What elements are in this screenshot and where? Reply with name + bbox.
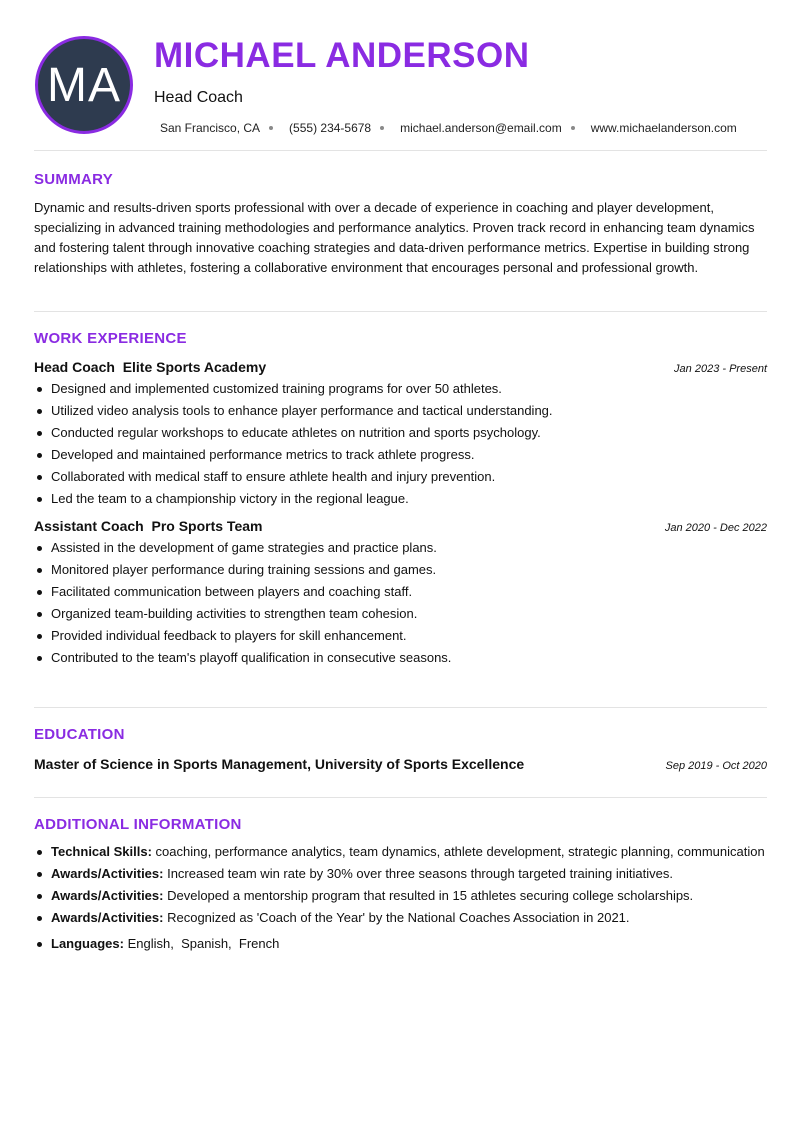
list-item: Utilized video analysis tools to enhance player performance and tactical understanding.: [34, 403, 767, 419]
additional-information-section: [34, 798, 767, 953]
list-item: Facilitated communication between players and coaching staff.: [34, 584, 767, 600]
list-item: [34, 843, 767, 861]
info-label: Technical Skills:: [51, 844, 152, 859]
list-item: Developed and maintained performance metrics to track athlete progress.: [34, 447, 767, 463]
list-item: Organized team-building activities to strengthen team cohesion.: [34, 606, 767, 622]
summary-section: [34, 151, 767, 312]
separator-dot-icon: [269, 126, 273, 130]
separator-dot-icon: [380, 126, 384, 130]
education-dates: Sep 2019 - Oct 2020: [665, 760, 767, 772]
avatar-initials: MA: [47, 58, 121, 112]
job-dates: Jan 2020 - Dec 2022: [664, 522, 767, 534]
info-text: Developed a mentorship program that resulted in 15 athletes securing college scholarships.: [167, 888, 694, 903]
list-item: Led the team to a championship victory in the regional league.: [34, 491, 767, 507]
info-text: coaching, performance analytics, team dynamics, athlete development, strategic planning, communication: [155, 844, 765, 859]
summary-heading: SUMMARY: [34, 171, 114, 188]
list-item: [34, 887, 767, 905]
list-item: Designed and implemented customized training programs for over 50 athletes.: [34, 381, 767, 397]
list-item: Assisted in the development of game strategies and practice plans.: [34, 540, 767, 556]
education-heading: EDUCATION: [34, 726, 125, 743]
info-text: English, Spanish, French: [127, 936, 280, 951]
contact-info: [160, 121, 737, 135]
job-title: Assistant Coach Pro Sports Team: [34, 518, 263, 534]
job-bullets: [34, 540, 767, 666]
info-label: Languages:: [51, 936, 124, 951]
education-section: [34, 708, 767, 798]
info-label: Awards/Activities:: [51, 888, 164, 903]
work-experience-heading: WORK EXPERIENCE: [34, 330, 187, 347]
avatar: [35, 36, 133, 134]
list-item: [34, 865, 767, 883]
work-experience-section: [34, 312, 767, 708]
contact-phone: (555) 234-5678: [289, 121, 372, 135]
job-title: Head Coach Elite Sports Academy: [34, 359, 267, 375]
contact-website[interactable]: www.michaelanderson.com: [590, 121, 737, 135]
candidate-title: Head Coach: [154, 89, 243, 106]
additional-info-list: [34, 843, 767, 953]
info-label: Awards/Activities:: [51, 910, 164, 925]
list-item: Contributed to the team's playoff qualification in consecutive seasons.: [34, 650, 767, 666]
info-text: Increased team win rate by 30% over three seasons through targeted training initiatives.: [167, 866, 673, 881]
job-dates: Jan 2023 - Present: [674, 363, 767, 375]
resume-header: [34, 0, 767, 151]
additional-information-heading: ADDITIONAL INFORMATION: [34, 816, 242, 833]
contact-email[interactable]: michael.anderson@email.com: [400, 121, 562, 135]
list-item: [34, 909, 767, 927]
education-entry: [34, 756, 767, 772]
list-item: Collaborated with medical staff to ensure athlete health and injury prevention.: [34, 469, 767, 485]
separator-dot-icon: [571, 126, 575, 130]
list-item: Provided individual feedback to players for skill enhancement.: [34, 628, 767, 644]
job-entry: [34, 518, 767, 666]
list-item: [34, 935, 767, 953]
job-bullets: [34, 381, 767, 507]
info-text: Recognized as 'Coach of the Year' by the National Coaches Association in 2021.: [167, 910, 630, 925]
summary-text: Dynamic and results-driven sports professional with over a decade of experience in coaching and player development, specializing in advanced training methodologies and performance analytics. Proven track record in enhancing team dynamics and fostering talent through innovative coaching strategies and data-driven performance metrics. Expertise in building strong relationships with athletes, fostering a collaborative environment that encourages personal and professional growth.: [34, 200, 755, 275]
contact-location: San Francisco, CA: [160, 121, 261, 135]
job-header: [34, 518, 767, 534]
candidate-name: MICHAEL ANDERSON: [154, 36, 530, 75]
info-label: Awards/Activities:: [51, 866, 164, 881]
education-degree: Master of Science in Sports Management, University of Sports Excellence: [34, 756, 525, 772]
list-item: Conducted regular workshops to educate athletes on nutrition and sports psychology.: [34, 425, 767, 441]
list-item: Monitored player performance during training sessions and games.: [34, 562, 767, 578]
job-entry: [34, 359, 767, 507]
job-header: [34, 359, 767, 375]
